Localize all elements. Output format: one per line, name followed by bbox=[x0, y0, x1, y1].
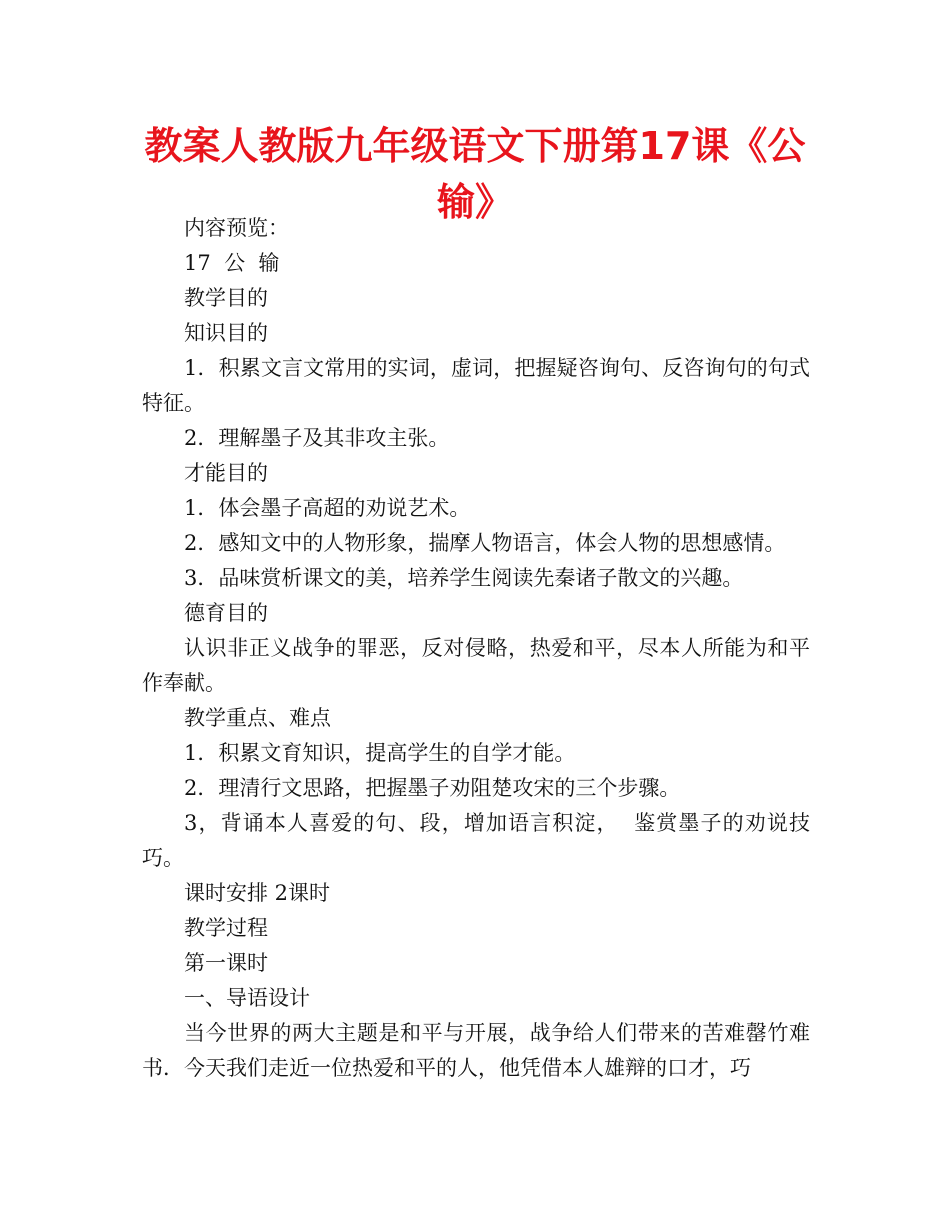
moral-goal-text: 认识非正义战争的罪恶，反对侵略，热爱和平，尽本人所能为和平作奉献。 bbox=[142, 636, 810, 695]
preview-label: 内容预览： bbox=[184, 216, 289, 240]
ability-goal-item: 2．感知文中的人物形象，揣摩人物语言，体会人物的思想感情。 bbox=[184, 531, 786, 555]
section-heading-teaching-process: 教学过程 bbox=[184, 916, 268, 940]
knowledge-goal-item: 2．理解墨子及其非攻主张。 bbox=[184, 426, 450, 450]
document-body bbox=[142, 211, 810, 1086]
document-title: 教案人教版九年级语文下册第17课《公输》 bbox=[144, 124, 806, 224]
ability-goal-item: 3．品味赏析课文的美，培养学生阅读先秦诸子散文的兴趣。 bbox=[184, 566, 744, 590]
section-heading-key-points: 教学重点、难点 bbox=[184, 706, 331, 730]
intro-design-heading: 一、导语设计 bbox=[184, 986, 310, 1010]
subsection-heading-knowledge-goals: 知识目的 bbox=[184, 321, 268, 345]
key-point-item: 1．积累文育知识，提高学生的自学才能。 bbox=[184, 741, 576, 765]
knowledge-goal-item: 1．积累文言文常用的实词，虚词，把握疑咨询句、反咨询句的句式特征。 bbox=[142, 356, 810, 415]
intro-paragraph: 当今世界的两大主题是和平与开展，战争给人们带来的苦难罄竹难书．今天我们走近一位热爱和平的人，他凭借本人雄辩的口才，巧 bbox=[142, 1021, 810, 1080]
section-heading-teaching-goals: 教学目的 bbox=[184, 286, 268, 310]
ability-goal-item: 1．体会墨子高超的劝说艺术。 bbox=[184, 496, 471, 520]
schedule-line: 课时安排 2课时 bbox=[184, 881, 331, 905]
subsection-heading-moral-goals: 德育目的 bbox=[184, 601, 268, 625]
key-point-item: 3，背诵本人喜爱的句、段，增加语言积淀， 鉴赏墨子的劝说技巧。 bbox=[142, 811, 810, 870]
subsection-heading-ability-goals: 才能目的 bbox=[184, 461, 268, 485]
key-point-item: 2．理清行文思路，把握墨子劝阻楚攻宋的三个步骤。 bbox=[184, 776, 681, 800]
lesson-heading: 17 公 输 bbox=[184, 251, 280, 275]
first-class-heading: 第一课时 bbox=[184, 951, 268, 975]
